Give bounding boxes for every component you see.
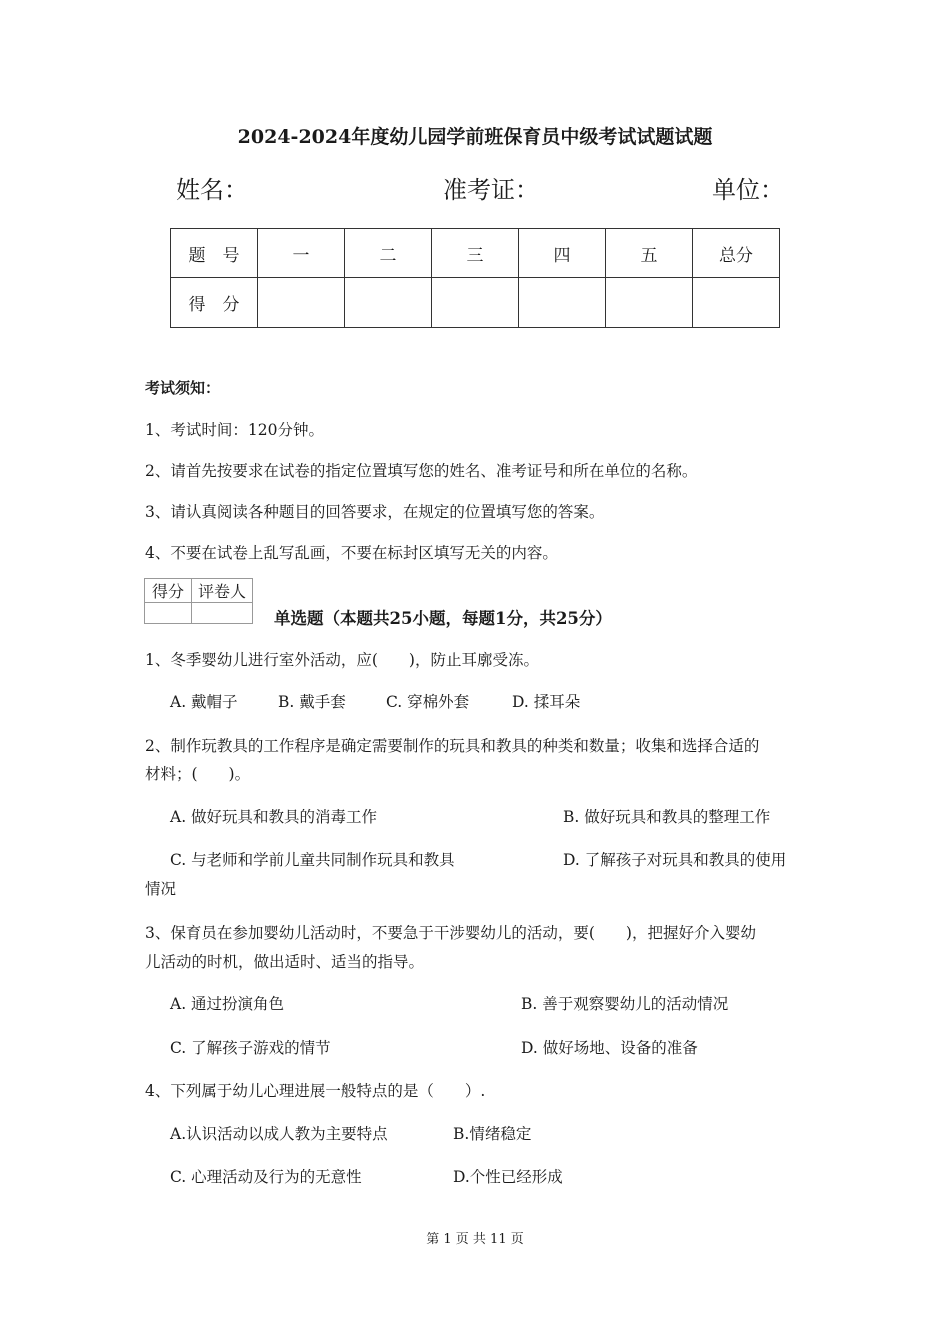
score-table-cell: 三 [432,229,519,278]
exam-id-field-label: 准考证： [443,176,539,204]
option-d-cont: 情况 [145,880,177,898]
question-stem: 3、保育员在参加婴幼儿活动时，不要急于干涉婴幼儿的活动，要( )，把握好介入婴幼 [145,924,756,942]
question-stem-cont: 材料；( )。 [145,765,251,783]
option-b[interactable]: B. 做好玩具和教具的整理工作 [563,808,771,826]
option-d[interactable]: D. 揉耳朵 [512,693,581,711]
option-a[interactable]: A. 做好玩具和教具的消毒工作 [170,808,378,826]
grader-reviewer-cell[interactable] [192,603,253,624]
notice-item: 4、不要在试卷上乱写乱画，不要在标封区填写无关的内容。 [145,544,558,562]
page-footer: 第 1 页 共 11 页 [426,1232,524,1247]
option-c[interactable]: C. 心理活动及行为的无意性 [170,1168,362,1186]
option-b[interactable]: B. 善于观察婴幼儿的活动情况 [521,995,729,1013]
notice-item: 2、请首先按要求在试卷的指定位置填写您的姓名、准考证号和所在单位的名称。 [145,462,698,480]
option-a[interactable]: A. 通过扮演角色 [170,995,285,1013]
name-field-label: 姓名： [176,176,248,204]
unit-field-label: 单位： [712,176,784,204]
notice-item: 1、考试时间：120分钟。 [145,421,324,439]
grader-score-cell[interactable] [145,603,192,624]
score-input-cell[interactable] [693,278,780,328]
option-c[interactable]: C. 与老师和学前儿童共同制作玩具和教具 [170,851,455,869]
notice-item: 3、请认真阅读各种题目的回答要求，在规定的位置填写您的答案。 [145,503,605,521]
option-a[interactable]: A. 戴帽子 [170,693,238,711]
score-table-cell: 一 [258,229,345,278]
score-table-cell: 总分 [693,229,780,278]
notice-heading: 考试须知： [145,379,221,397]
score-input-cell[interactable] [258,278,345,328]
grader-table [144,578,253,624]
option-c[interactable]: C. 了解孩子游戏的情节 [170,1039,331,1057]
option-a[interactable]: A.认识活动以成人教为主要特点 [170,1125,388,1143]
score-table-cell: 二 [345,229,432,278]
question-stem-cont: 儿活动的时机，做出适时、适当的指导。 [145,953,425,971]
grader-score-label: 得分 [145,579,192,603]
score-table-cell: 题 号 [171,229,258,278]
score-table-header-row [171,229,780,278]
question-stem: 4、下列属于幼儿心理进展一般特点的是（ ）. [145,1082,486,1100]
section-title: 单选题（本题共25小题，每题1分，共25分） [274,609,612,628]
grader-reviewer-label: 评卷人 [192,579,253,603]
option-d[interactable]: D. 做好场地、设备的准备 [521,1039,698,1057]
option-c[interactable]: C. 穿棉外套 [386,693,470,711]
score-row-label: 得 分 [171,278,258,328]
score-table [170,228,780,328]
score-table-cell: 五 [606,229,693,278]
score-input-cell[interactable] [606,278,693,328]
score-table-score-row [171,278,780,328]
option-b[interactable]: B.情绪稳定 [453,1125,532,1143]
option-d[interactable]: D. 了解孩子对玩具和教具的使用 [563,851,787,869]
question-stem: 1、冬季婴幼儿进行室外活动，应( )，防止耳廓受冻。 [145,651,539,669]
question-stem: 2、制作玩教具的工作程序是确定需要制作的玩具和教具的种类和数量；收集和选择合适的 [145,737,760,755]
option-d[interactable]: D.个性已经形成 [453,1168,563,1186]
score-input-cell[interactable] [519,278,606,328]
score-table-cell: 四 [519,229,606,278]
exam-title: 2024-2024年度幼儿园学前班保育员中级考试试题试题 [237,126,713,148]
score-input-cell[interactable] [432,278,519,328]
option-b[interactable]: B. 戴手套 [278,693,346,711]
score-input-cell[interactable] [345,278,432,328]
